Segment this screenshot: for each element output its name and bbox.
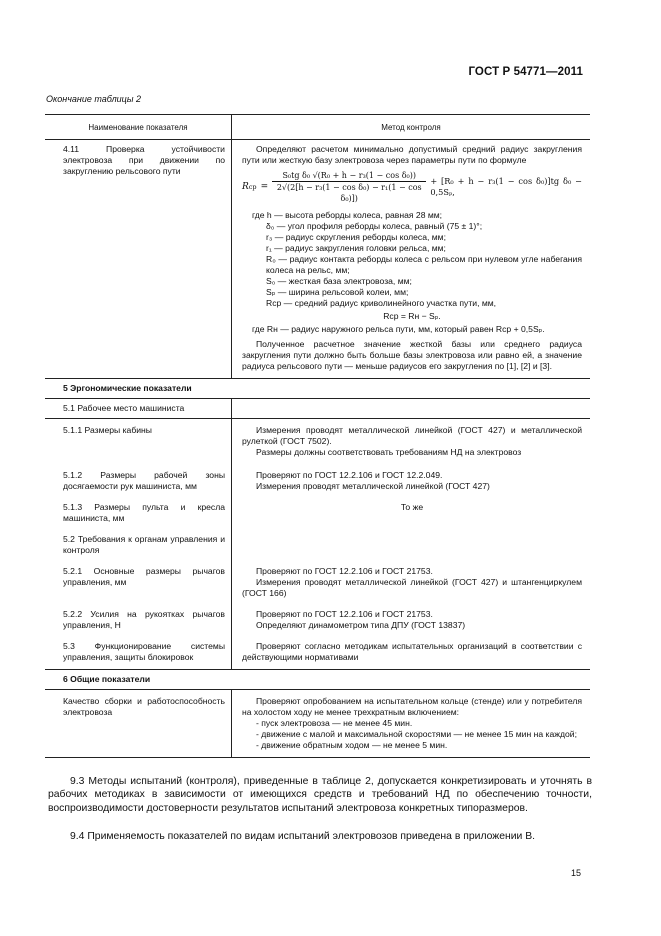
row-label: 5.1.1 Размеры кабины: [45, 419, 232, 469]
row-method: [232, 140, 591, 379]
method-text: Измерения проводят металлической линейкой (ГОСТ 427) и металлической рулеткой (ГОСТ 7502).: [242, 425, 582, 446]
method-text: Проверяют согласно методикам испытательных организаций в соответствии с действующими нормативами: [242, 641, 582, 662]
formula-tail: + [R₀ + h − r₃(1 − cos δ₀)]tg δ₀ − 0,5Sₚ,: [430, 176, 582, 197]
definition-line: r₃ — радиус скругления реборды колеса, мм;: [266, 232, 446, 242]
column-header-method: Метод контроля: [232, 115, 591, 140]
definition-line: Rср — средний радиус криволинейного участка пути, мм,: [266, 298, 497, 308]
row-label: 5.2 Требования к органам управления и контроля: [45, 532, 232, 564]
paragraph-9-3: 9.3 Методы испытаний (контроля), приведенные в таблице 2, допускается конкретизировать и уточнять в рабочих методиках в зависимости от имеющихся средств и требований НД по обеспечению точности, воспроизводимости достоверности результатов испытаний электровоза конкретных типоразмеров.: [48, 776, 592, 814]
definition-line: где h — высота реборды колеса, равная 28 мм;: [252, 210, 443, 220]
method-text: Измерения проводят металлической линейкой (ГОСТ 427) и штангенциркулем (ГОСТ 166): [242, 577, 582, 598]
formula-numerator: S₀tg δ₀ √(R₀ + h − r₃(1 − cos δ₀)): [272, 170, 426, 182]
method-result: Полученное расчетное значение жесткой базы или среднего радиуса закругления пути должно быть больше базы электровоза или равно ей, а значение радиуса рельсового пути — меньше радиусов его закругления по [1], [2] и [3].: [242, 339, 582, 371]
method-text: Проверяют по ГОСТ 12.2.106 и ГОСТ 21753.: [256, 566, 433, 576]
table-caption: Окончание таблицы 2: [46, 94, 141, 104]
row-label: Качество сборки и работоспособность электровоза: [45, 690, 232, 758]
row-method: [232, 607, 591, 639]
row-label: 5.2.1 Основные размеры рычагов управления, мм: [45, 564, 232, 607]
formula-lhs: R: [242, 181, 249, 192]
table-row: [45, 532, 590, 564]
row-method: [232, 639, 591, 670]
row-label: 5.1.3 Размеры пульта и кресла машиниста, мм: [45, 500, 232, 532]
list-item: - движение обратным ходом — не менее 5 мин.: [256, 740, 448, 750]
formula-definitions: [252, 210, 582, 309]
method-text: Определяют динамометром типа ДПУ (ГОСТ 13837): [256, 620, 466, 630]
row-label: 5.1 Рабочее место машиниста: [45, 399, 232, 419]
method-intro: Определяют расчетом минимально допустимый средний радиус закругления пути или жесткую базу электровоза через параметры пути по формуле: [242, 144, 582, 165]
method-text: Проверяют по ГОСТ 12.2.106 и ГОСТ 12.2.049.: [256, 470, 443, 480]
section-title: 5 Эргономические показатели: [45, 379, 590, 399]
formula-fraction: [272, 170, 426, 204]
method-text: Проверяют по ГОСТ 12.2.106 и ГОСТ 21753.: [256, 609, 433, 619]
table-row: [45, 399, 590, 419]
row-label: 5.1.2 Размеры рабочей зоны досягаемости рук машиниста, мм: [45, 468, 232, 500]
list-item: - движение с малой и максимальной скоростями — не менее 15 мин на каждой;: [256, 729, 577, 739]
table-row: [45, 690, 590, 758]
method-text: Проверяют опробованием на испытательном кольце (стенде) или у потребителя на холостом ходу не менее трехкратным включением:: [242, 696, 582, 717]
row-method: [232, 419, 591, 469]
paragraph-9-4: 9.4 Применяемость показателей по видам испытаний электровозов приведена в приложении В.: [70, 831, 536, 842]
section-title: 6 Общие показатели: [45, 670, 590, 690]
table-row: [45, 639, 590, 670]
table-row: [45, 379, 590, 399]
table-row: [45, 419, 590, 469]
row-method: То же: [400, 502, 424, 512]
table-row: [45, 140, 590, 379]
row-label: 4.11 Проверка устойчивости электровоза при движении по закруглению рельсового пути: [45, 140, 232, 379]
table-row: [45, 670, 590, 690]
table-row: [45, 468, 590, 500]
table-row: [45, 564, 590, 607]
method-text: Размеры должны соответствовать требованиям НД на электровоз: [256, 447, 522, 457]
definition-line: δ₀ — угол профиля реборды колеса, равный (75 ± 1)°;: [266, 221, 483, 231]
formula-denominator: 2√(2[h − r₃(1 − cos δ₀) − r₁(1 − cos δ₀)]): [276, 183, 422, 203]
rn-definition: где Rн — радиус наружного рельса пути, мм, который равен Rср + 0,5Sₚ.: [252, 324, 545, 334]
definition-line: r₁ — радиус закругления головки рельса, мм;: [266, 243, 446, 253]
document-header: ГОСТ Р 54771—2011: [468, 66, 583, 78]
table-row: [45, 500, 590, 532]
rcp-equation: Rср = Rн − Sₚ.: [383, 311, 441, 321]
stability-formula: R ср = $\frac{\text{S₀tg δ₀ √(R₀ + h − r₃(1 − cos δ₀))}}{\text{2√(2[h − r₃(1 − cos δ₀) − r₁(1 − cos δ₀)])}}$ + [R₀ + h − r₃(1 − cos δ₀)]tg δ₀ − 0,5Sₚ,: [242, 171, 582, 203]
row-method: [232, 564, 591, 607]
page-number: 15: [570, 868, 581, 878]
list-item: - пуск электровоза — не менее 45 мин.: [256, 718, 413, 728]
column-header-indicator: Наименование показателя: [45, 115, 232, 140]
row-label: 5.2.2 Усилия на рукоятках рычагов управления, Н: [45, 607, 232, 639]
row-method: [232, 468, 591, 500]
method-text: Измерения проводят металлической линейкой (ГОСТ 427): [256, 481, 490, 491]
formula-lhs-sub: ср: [248, 182, 257, 191]
definition-line: S₀ — жесткая база электровоза, мм;: [266, 276, 412, 286]
table-row: [45, 607, 590, 639]
definition-line: Sₚ — ширина рельсовой колеи, мм;: [266, 287, 409, 297]
row-label: 5.3 Функционирование системы управления, защиты блокировок: [45, 639, 232, 670]
row-method: [232, 690, 591, 758]
definition-line: R₀ — радиус контакта реборды колеса с рельсом при нулевом угле набегания колеса на рельс, мм;: [266, 254, 582, 275]
methods-table: [45, 114, 590, 758]
